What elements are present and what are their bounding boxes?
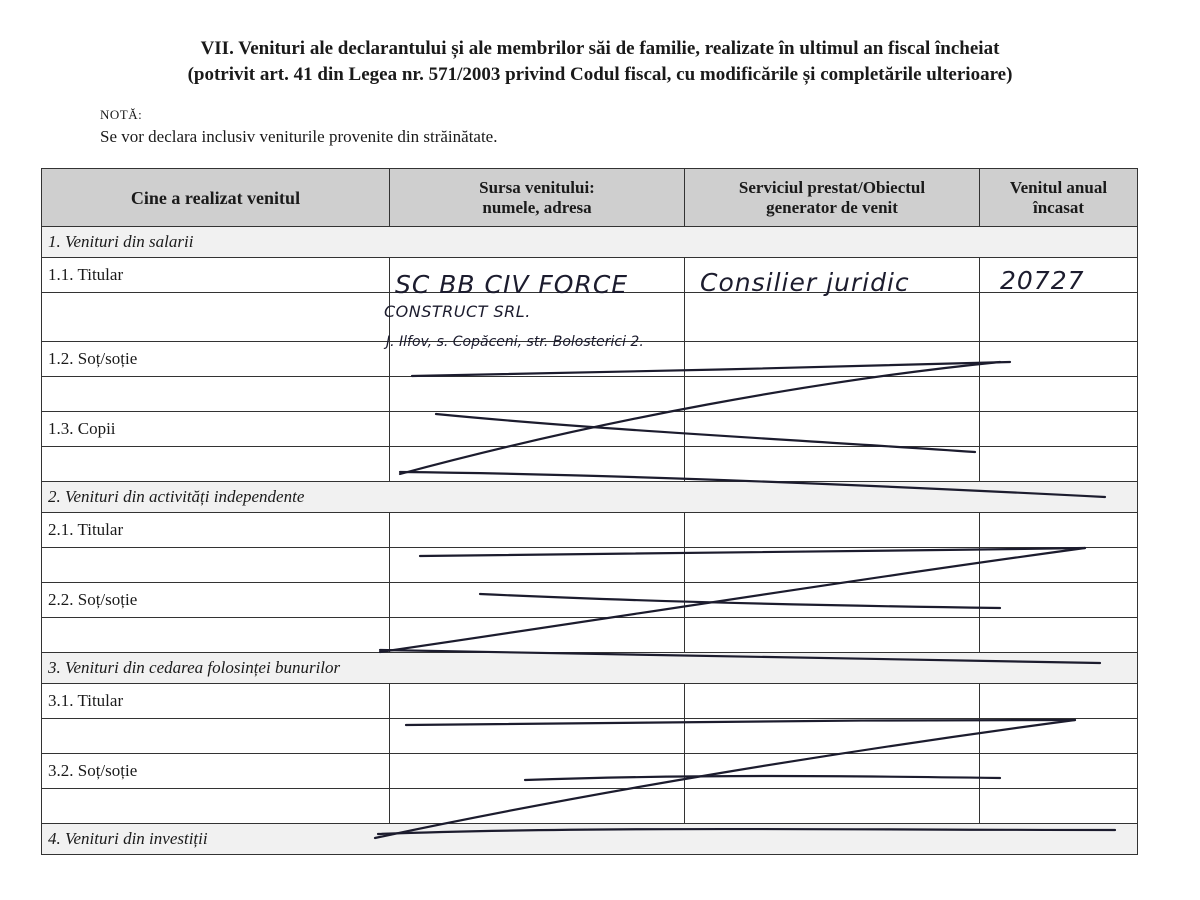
section-label: 4. Venituri din investiții [42, 824, 1138, 855]
section-heading [0, 36, 1200, 88]
table-row [42, 513, 1138, 548]
handwritten-income: 20727 [1000, 266, 1085, 295]
heading-line-1: VII. Venituri ale declarantului și ale membrilor săi de familie, realizate în ultimul an fiscal încheiat [200, 38, 1000, 59]
table-row [42, 548, 1138, 583]
handwritten-source-address: J. Ilfov, s. Copăceni, str. Bolosterici 2. [386, 334, 644, 350]
section-investments [42, 824, 1138, 855]
row-label: 1.1. Titular [42, 258, 390, 293]
handwritten-service: Consilier juridic [700, 268, 910, 297]
header-service: Serviciul prestat/Obiectul generator de venit [685, 169, 980, 227]
table-row [42, 754, 1138, 789]
header-who: Cine a realizat venitul [42, 169, 390, 227]
note-label: NOTĂ: [100, 107, 143, 122]
table-row [42, 789, 1138, 824]
table-row [42, 583, 1138, 618]
section-independent [42, 482, 1138, 513]
section-salaries [42, 227, 1138, 258]
handwritten-source-company: CONSTRUCT SRL. [384, 302, 531, 321]
row-label: 1.2. Soț/soție [42, 342, 390, 377]
note [100, 104, 497, 148]
header-row [42, 169, 1138, 227]
section-label: 2. Venituri din activități independente [42, 482, 1138, 513]
table-row [42, 377, 1138, 412]
row-label: 3.2. Soț/soție [42, 754, 390, 789]
table-row [42, 719, 1138, 754]
row-label: 2.1. Titular [42, 513, 390, 548]
table-row [42, 618, 1138, 653]
table-row [42, 412, 1138, 447]
note-text: Se vor declara inclusiv veniturile provenite din străinătate. [100, 127, 498, 146]
handwritten-source-name: SC BB CIV FORCE [395, 270, 629, 299]
table-row [42, 684, 1138, 719]
row-label: 2.2. Soț/soție [42, 583, 390, 618]
header-income: Venitul anual încasat [980, 169, 1138, 227]
header-source: Sursa venitului: numele, adresa [390, 169, 685, 227]
row-label: 3.1. Titular [42, 684, 390, 719]
section-label: 1. Venituri din salarii [42, 227, 1138, 258]
row-label: 1.3. Copii [42, 412, 390, 447]
table-row [42, 447, 1138, 482]
section-label: 3. Venituri din cedarea folosinței bunurilor [42, 653, 1138, 684]
section-property-use [42, 653, 1138, 684]
heading-line-2: (potrivit art. 41 din Legea nr. 571/2003 privind Codul fiscal, cu modificările și completările ulterioare) [187, 64, 1013, 85]
